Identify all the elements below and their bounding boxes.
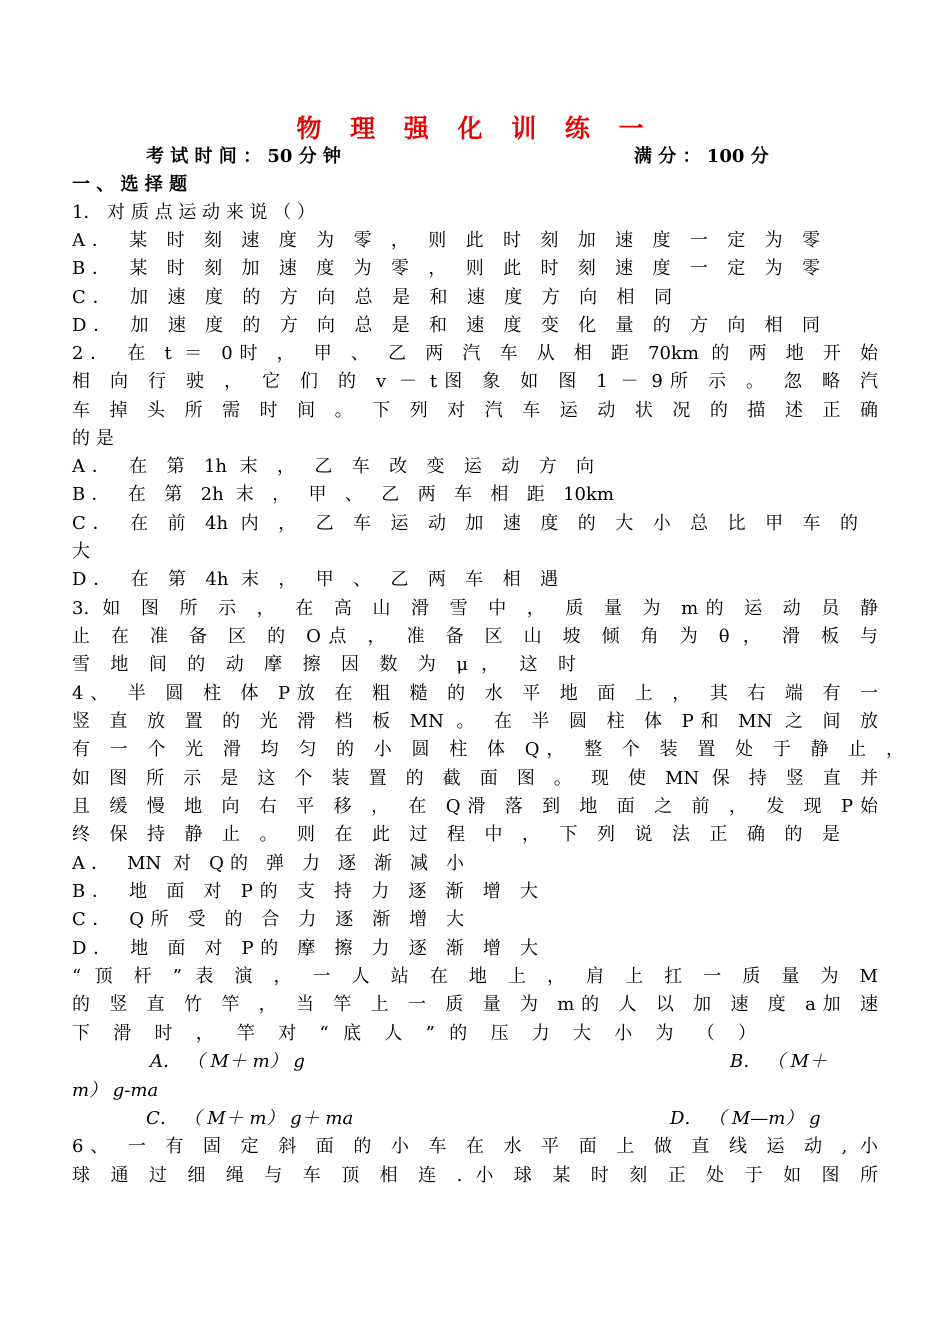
q4-line-3: 有 一 个 光 滑 均 匀 的 小 圆 柱 体 Q， 整 个 装 置 处 于 静 止 ， [72,739,904,760]
q6-line-1: 6、 一 有 固 定 斜 面 的 小 车 在 水 平 面 上 做 直 线 运 动 , 小 [72,1136,878,1157]
q1-option-b: B． 某 时 刻 加 速 度 为 零 ， 则 此 时 刻 速 度 一 定 为 零 [72,258,820,279]
q3-line-1: 3. 如 图 所 示 ， 在 高 山 滑 雪 中 ， 质 量 为 m的 运 动 员 静 [72,598,878,619]
q4-option-c: C． Q所 受 的 合 力 逐 渐 增 大 [72,909,464,930]
q2-line-3: 车 掉 头 所 需 时 间 。 下 列 对 汽 车 运 动 状 况 的 描 述 正 确 [72,400,878,421]
q5-option-d: D． （ M—m） g [670,1108,821,1129]
q2-line-1: 2． 在 t ＝ 0时 ， 甲 、 乙 两 汽 车 从 相 距 70km 的 两 地 开 始 [72,343,878,364]
q1-option-c: C． 加 速 度 的 方 向 总 是 和 速 度 方 向 相 同 [72,287,672,308]
q5-line-2: 的 竖 直 竹 竿 ， 当 竿 上 一 质 量 为 m的 人 以 加 速 度 a加 速 [72,994,878,1015]
q2-option-c-cont: 大 [72,541,90,562]
section-heading: 一 、 选 择 题 [72,174,188,195]
q2-option-a: A． 在 第 1h 末 ， 乙 车 改 变 运 动 方 向 [72,456,594,477]
q5-line-3: 下 滑 时 ， 竿 对 “ 底 人 ” 的 压 力 大 小 为 （ ） [72,1023,756,1044]
q4-line-1: 4、 半 圆 柱 体 P放 在 粗 糙 的 水 平 地 面 上 ， 其 右 端 有 一 [72,683,878,704]
q5-option-b: B． （ M＋ [730,1051,828,1072]
q1-option-a: A． 某 时 刻 速 度 为 零 ， 则 此 时 刻 加 速 度 一 定 为 零 [72,230,820,251]
exam-time: 考 试 时 间 ： 50 分 钟 [146,146,341,167]
q5-option-b-cont: m） g-ma [72,1080,159,1101]
q4-option-d: D． 地 面 对 P的 摩 擦 力 逐 渐 增 大 [72,938,538,959]
q5-line-1: “ 顶 杆 ” 表 演 ， 一 人 站 在 地 上 ， 肩 上 扛 一 质 量 为 M [72,966,878,987]
q2-option-d: D． 在 第 4h 末 ， 甲 、 乙 两 车 相 遇 [72,569,558,590]
q4-line-4: 如 图 所 示 是 这 个 装 置 的 截 面 图 。 现 使 MN 保 持 竖 直 并 [72,768,878,789]
q2-option-b: B． 在 第 2h 末 ， 甲 、 乙 两 车 相 距 10km [72,484,614,505]
q4-line-2: 竖 直 放 置 的 光 滑 档 板 MN 。 在 半 圆 柱 体 P和 MN 之 间 放 [72,711,878,732]
q4-line-6: 终 保 持 静 止 。 则 在 此 过 程 中 ， 下 列 说 法 正 确 的 是 [72,824,840,845]
doc-title: 物 理 强 化 训 练 一 [296,114,654,143]
q5-option-a: A． （ M＋ m） g [150,1051,305,1072]
full-score: 满 分 ： 100 分 [634,146,769,167]
q6-line-2: 球 通 过 细 绳 与 车 顶 相 连 . 小 球 某 时 刻 正 处 于 如 图 所 [72,1165,878,1186]
q3-line-3: 雪 地 间 的 动 摩 擦 因 数 为 μ ， 这 时 [72,654,576,675]
q2-line-2: 相 向 行 驶 ， 它 们 的 v － t图 象 如 图 1 － 9所 示 。 忽 略 汽 [72,371,878,392]
q4-line-5: 且 缓 慢 地 向 右 平 移 ， 在 Q滑 落 到 地 面 之 前 ， 发 现 P始 [72,796,878,817]
q1-stem: 1． 对 质 点 运 动 来 说 （ ） [72,202,315,223]
q5-option-c: C． （ M＋ m） g＋ ma [146,1108,354,1129]
q3-line-2: 止 在 准 备 区 的 O点 ， 准 备 区 山 坡 倾 角 为 θ ， 滑 板 与 [72,626,878,647]
q1-option-d: D． 加 速 度 的 方 向 总 是 和 速 度 变 化 量 的 方 向 相 同 [72,315,820,336]
q2-line-4: 的 是 [72,428,114,449]
q2-option-c: C． 在 前 4h 内 ， 乙 车 运 动 加 速 度 的 大 小 总 比 甲 车 的 [72,513,858,534]
q4-option-b: B． 地 面 对 P的 支 持 力 逐 渐 增 大 [72,881,538,902]
q4-option-a: A． MN 对 Q的 弹 力 逐 渐 减 小 [72,853,464,874]
